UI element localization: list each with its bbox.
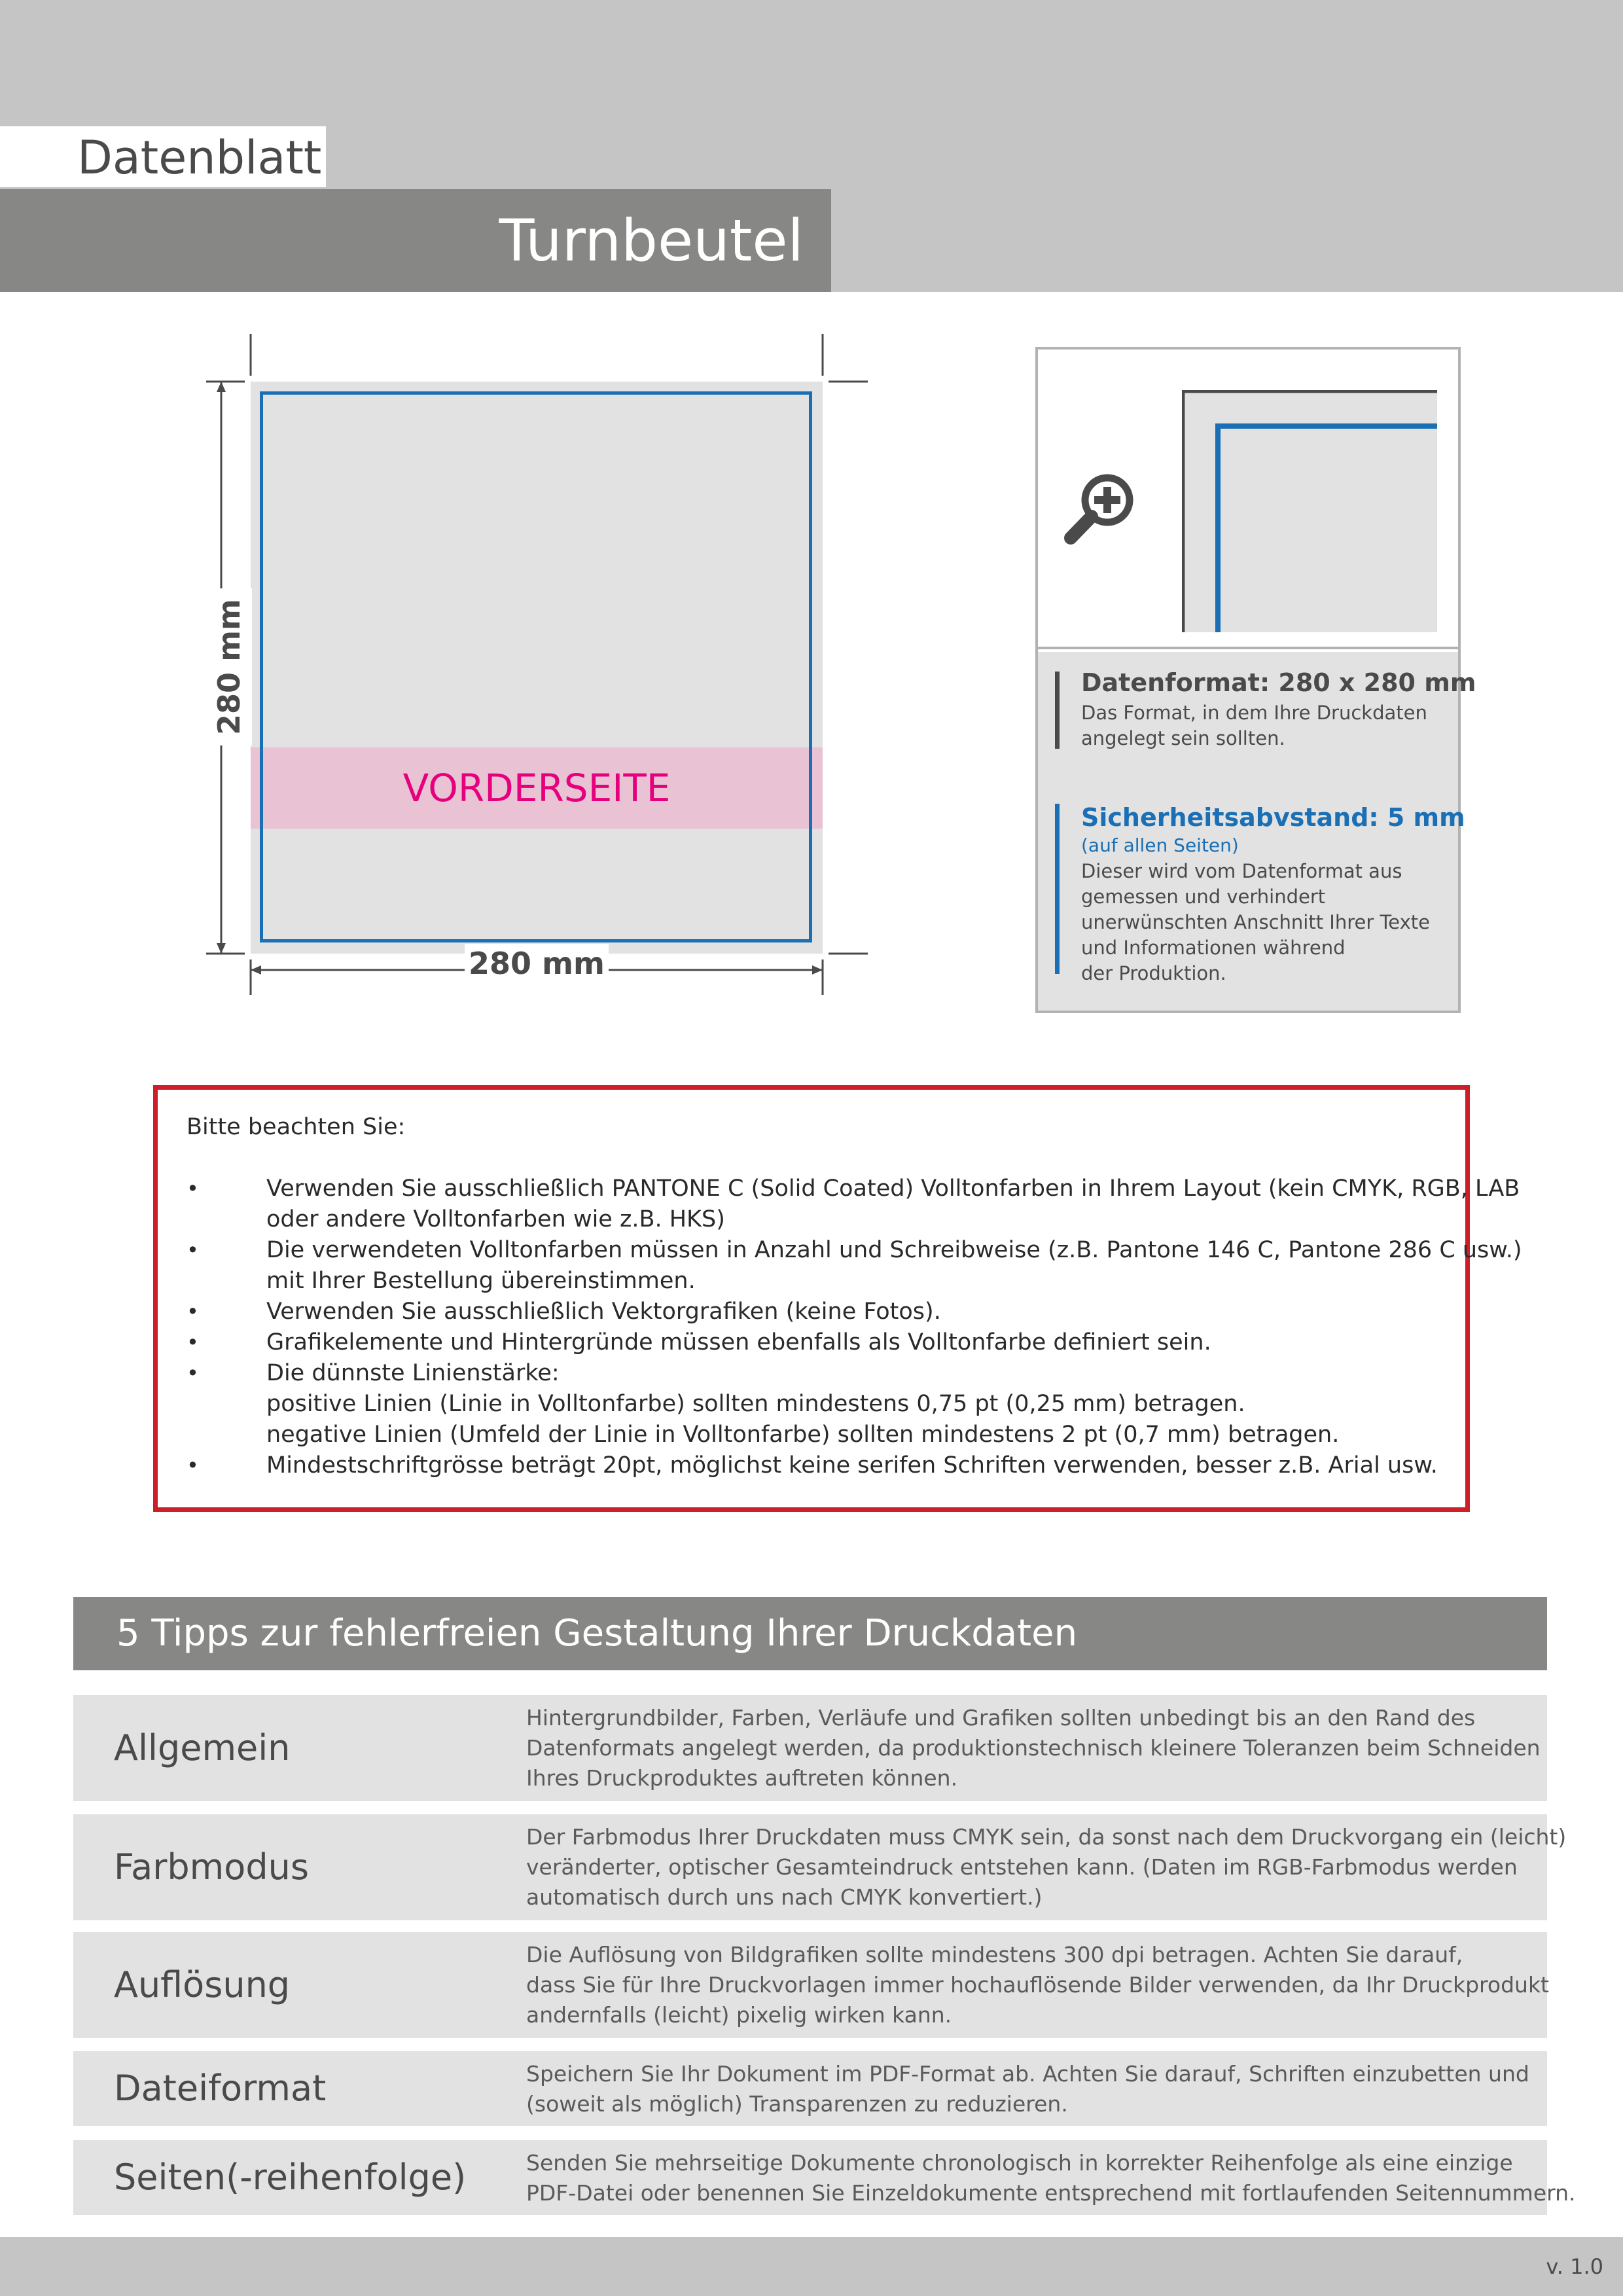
format-info-panel bbox=[1035, 347, 1476, 1013]
version-label: v. 1.0 bbox=[1546, 2254, 1603, 2279]
notice-item bbox=[187, 1297, 1436, 1327]
tip-text-line: Ihres Druckproduktes auftreten können. bbox=[526, 1765, 958, 1791]
tip-text-line: Senden Sie mehrseitige Dokumente chronologisch in korrekter Reihenfolge als eine einzige bbox=[526, 2150, 1513, 2176]
tip-label: Dateiformat bbox=[114, 2068, 327, 2109]
page-title: Turnbeutel bbox=[499, 207, 804, 274]
tip-row-farbmodus bbox=[73, 1814, 1567, 1920]
format-title: Datenformat: 280 x 280 mm bbox=[1081, 668, 1476, 697]
tip-text-line: veränderter, optischer Gesamteindruck entstehen kann. (Daten im RGB-Farbmodus werden bbox=[526, 1854, 1518, 1880]
tip-text bbox=[526, 2059, 1534, 2119]
zoom-detail-area bbox=[1038, 350, 1458, 649]
bullet: • bbox=[187, 1453, 199, 1478]
notice-item bbox=[187, 1235, 1522, 1297]
tip-row-seitenreihenfolge bbox=[73, 2140, 1576, 2215]
safety-subtitle: (auf allen Seiten) bbox=[1081, 834, 1239, 856]
tip-label: Seiten(-reihenfolge) bbox=[114, 2157, 467, 2198]
format-accent-bar bbox=[1055, 672, 1060, 749]
bullet: • bbox=[187, 1238, 199, 1263]
safety-title: Sicherheitsabvstand: 5 mm bbox=[1081, 803, 1465, 832]
zoom-in-icon bbox=[1061, 467, 1140, 546]
notice-title: Bitte beachten Sie: bbox=[187, 1114, 406, 1140]
notice-line: Die verwendeten Volltonfarben müssen in Anzahl und Schreibweise (z.B. Pantone 146 C, Pantone 286 C usw.) bbox=[266, 1237, 1522, 1263]
tip-text-line: PDF-Datei oder benennen Sie Einzeldokumente entsprechend mit fortlaufenden Seitennummern. bbox=[526, 2180, 1576, 2206]
notice-line: negative Linien (Umfeld der Linie in Volltonfarbe) sollten mindestens 2 pt (0,7 mm) betragen. bbox=[266, 1422, 1340, 1448]
notice-box bbox=[153, 1085, 1522, 1512]
corner-detail-graphic bbox=[1182, 390, 1437, 632]
notice-line: Grafikelemente und Hintergründe müssen ebenfalls als Volltonfarbe definiert sein. bbox=[266, 1329, 1211, 1355]
notice-line: Verwenden Sie ausschließlich PANTONE C (Solid Coated) Volltonfarben in Ihrem Layout (kein CMYK, RGB, LAB bbox=[266, 1175, 1520, 1202]
tip-text bbox=[526, 1940, 1549, 2030]
bullet: • bbox=[187, 1361, 199, 1386]
safety-description-line: und Informationen während bbox=[1081, 937, 1346, 959]
safety-description bbox=[1081, 859, 1448, 986]
safety-description-line: Dieser wird vom Datenformat aus bbox=[1081, 860, 1402, 882]
notice-line: positive Linien (Linie in Volltonfarbe) sollten mindestens 0,75 pt (0,25 mm) betragen. bbox=[266, 1391, 1245, 1417]
product-diagram bbox=[196, 334, 877, 1001]
notice-line: Verwenden Sie ausschließlich Vektorgrafiken (keine Fotos). bbox=[266, 1299, 941, 1325]
bullet: • bbox=[187, 1299, 199, 1324]
front-side-label: VORDERSEITE bbox=[402, 766, 671, 810]
tip-row-allgemein bbox=[73, 1695, 1547, 1801]
safety-accent-bar bbox=[1055, 804, 1060, 974]
notice-line: oder andere Volltonfarben wie z.B. HKS) bbox=[266, 1206, 725, 1232]
notice-item bbox=[187, 1174, 1520, 1235]
notice-line: mit Ihrer Bestellung übereinstimmen. bbox=[266, 1268, 696, 1294]
tips-title: 5 Tipps zur fehlerfreien Gestaltung Ihrer Druckdaten bbox=[116, 1612, 1078, 1655]
tip-row-aufloesung bbox=[73, 1932, 1547, 2038]
notice-item bbox=[187, 1450, 1436, 1481]
tip-text-line: andernfalls (leicht) pixelig wirken kann. bbox=[526, 2002, 952, 2028]
tip-text-line: (soweit als möglich) Transparenzen zu reduzieren. bbox=[526, 2091, 1068, 2117]
footer-band bbox=[0, 2237, 1623, 2296]
height-dimension-label: 280 mm bbox=[206, 588, 252, 745]
bullet: • bbox=[187, 1176, 199, 1201]
notice-line: Mindestschriftgrösse beträgt 20pt, möglichst keine serifen Schriften verwenden, besser z.B. Arial usw. bbox=[266, 1452, 1438, 1479]
format-description-line: Das Format, in dem Ihre Druckdaten bbox=[1081, 702, 1427, 724]
width-dimension-label: 280 mm bbox=[465, 944, 609, 983]
tip-label: Auflösung bbox=[114, 1964, 291, 2005]
format-description bbox=[1081, 700, 1448, 751]
tip-label: Allgemein bbox=[114, 1727, 291, 1768]
safety-description-line: gemessen und verhindert bbox=[1081, 886, 1326, 908]
format-description-line: angelegt sein sollten. bbox=[1081, 727, 1285, 749]
dimension-lines bbox=[196, 334, 877, 1001]
category-label: Datenblatt bbox=[77, 131, 322, 185]
tip-label: Farbmodus bbox=[114, 1846, 309, 1888]
safety-description-line: unerwünschten Anschnitt Ihrer Texte bbox=[1081, 911, 1430, 933]
tip-text-line: Hintergrundbilder, Farben, Verläufe und Grafiken sollten unbedingt bis an den Rand des bbox=[526, 1705, 1476, 1731]
tip-text bbox=[526, 1703, 1541, 1793]
tip-row-dateiformat bbox=[73, 2051, 1547, 2126]
tip-text-line: Der Farbmodus Ihrer Druckdaten muss CMYK sein, da sonst nach dem Druckvorgang ein (leicht) bbox=[526, 1824, 1567, 1850]
tip-text-line: Die Auflösung von Bildgrafiken sollte mindestens 300 dpi betragen. Achten Sie darauf, bbox=[526, 1942, 1463, 1967]
tip-text bbox=[526, 1822, 1567, 1912]
notice-line: Die dünnste Linienstärke: bbox=[266, 1360, 560, 1386]
safety-description-line: der Produktion. bbox=[1081, 962, 1226, 984]
bullet: • bbox=[187, 1330, 199, 1355]
notice-item bbox=[187, 1327, 1436, 1358]
tip-text bbox=[526, 2148, 1576, 2208]
tip-text-line: dass Sie für Ihre Druckvorlagen immer hochauflösende Bilder verwenden, da Ihr Druckprodukt bbox=[526, 1972, 1549, 1998]
tip-text-line: automatisch durch uns nach CMYK konvertiert.) bbox=[526, 1884, 1043, 1910]
notice-item bbox=[187, 1358, 1436, 1450]
tip-text-line: Datenformats angelegt werden, da produktionstechnisch kleinere Toleranzen beim Schneiden bbox=[526, 1735, 1541, 1761]
tip-text-line: Speichern Sie Ihr Dokument im PDF-Format ab. Achten Sie darauf, Schriften einzubetten und bbox=[526, 2061, 1529, 2087]
